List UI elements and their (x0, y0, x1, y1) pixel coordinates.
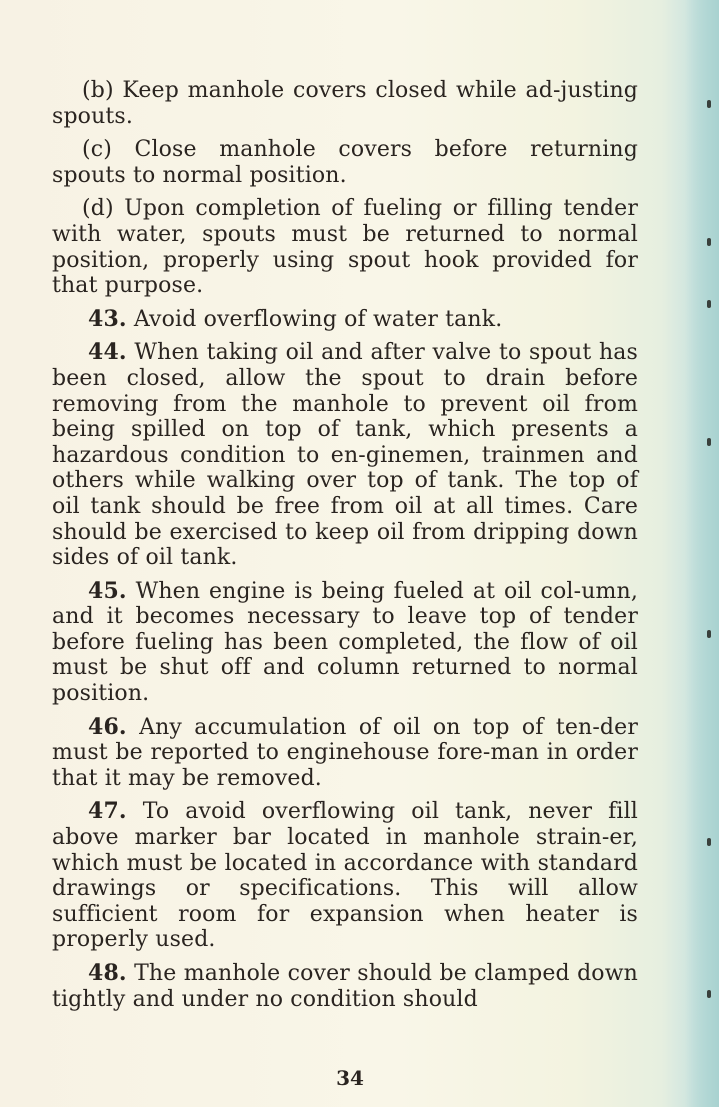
rule-46 (52, 715, 638, 792)
paragraph-text: Close manhole covers before returning spouts to normal position. (52, 137, 638, 188)
rule-number: 47. (88, 798, 127, 825)
binding-mark (707, 630, 711, 638)
rule-text: To avoid overflowing oil tank, never fill above marker bar located in manhole strain-er, which must be located in accordance with standard drawings or specifications. This will allow sufficient room for expansion when heater is properly used. (52, 799, 638, 953)
rule-number: 45. (88, 577, 127, 604)
rule-text: The manhole cover should be clamped down tightly and under no condition should (52, 961, 638, 1012)
rule-number: 46. (88, 713, 127, 740)
rule-43 (52, 307, 638, 333)
binding-mark (707, 300, 711, 308)
paragraph-b (52, 78, 638, 129)
binding-mark (707, 438, 711, 446)
rule-text: When taking oil and after valve to spout has been closed, allow the spout to drain before removing from the manhole to prevent oil from being spilled on top of tank, which presents a hazardous condition to en-ginemen, trainmen and others while walking over top of tank. The top of oil tank should be free from oil at all times. Care should be exercised to keep oil from dripping down sides of oil tank. (52, 340, 638, 571)
binding-mark (707, 838, 711, 846)
rule-text: Any accumulation of oil on top of ten-der must be reported to enginehouse fore-man in order that it may be removed. (52, 714, 638, 791)
paragraph-label: (d) (82, 196, 114, 222)
rule-text: When engine is being fueled at oil col-umn, and it becomes necessary to leave top of tender before fueling has been completed, the flow of oil must be shut off and column returned to normal position. (52, 578, 638, 707)
paragraph-label: (b) (82, 78, 114, 103)
rule-45 (52, 579, 638, 707)
body-text (52, 78, 638, 1020)
paragraph-text: Upon completion of fueling or filling tender with water, spouts must be returned to normal position, properly using spout hook provided for that purpose. (52, 196, 638, 299)
paragraph-d (52, 196, 638, 298)
paragraph-text: Keep manhole covers closed while ad-justing spouts. (52, 78, 638, 129)
page-number: 34 (336, 1066, 364, 1090)
binding-mark (707, 238, 711, 246)
binding-mark (707, 100, 711, 108)
rule-48 (52, 961, 638, 1012)
rule-44 (52, 340, 638, 570)
rule-number: 43. (88, 305, 127, 332)
rule-47 (52, 799, 638, 953)
rule-number: 44. (88, 339, 127, 366)
paragraph-label: (c) (82, 137, 112, 163)
binding-mark (707, 990, 711, 998)
rule-text: Avoid overflowing of water tank. (133, 306, 503, 332)
paragraph-c (52, 137, 638, 188)
page-edge-shadow (685, 0, 719, 1107)
rule-number: 48. (88, 960, 127, 986)
